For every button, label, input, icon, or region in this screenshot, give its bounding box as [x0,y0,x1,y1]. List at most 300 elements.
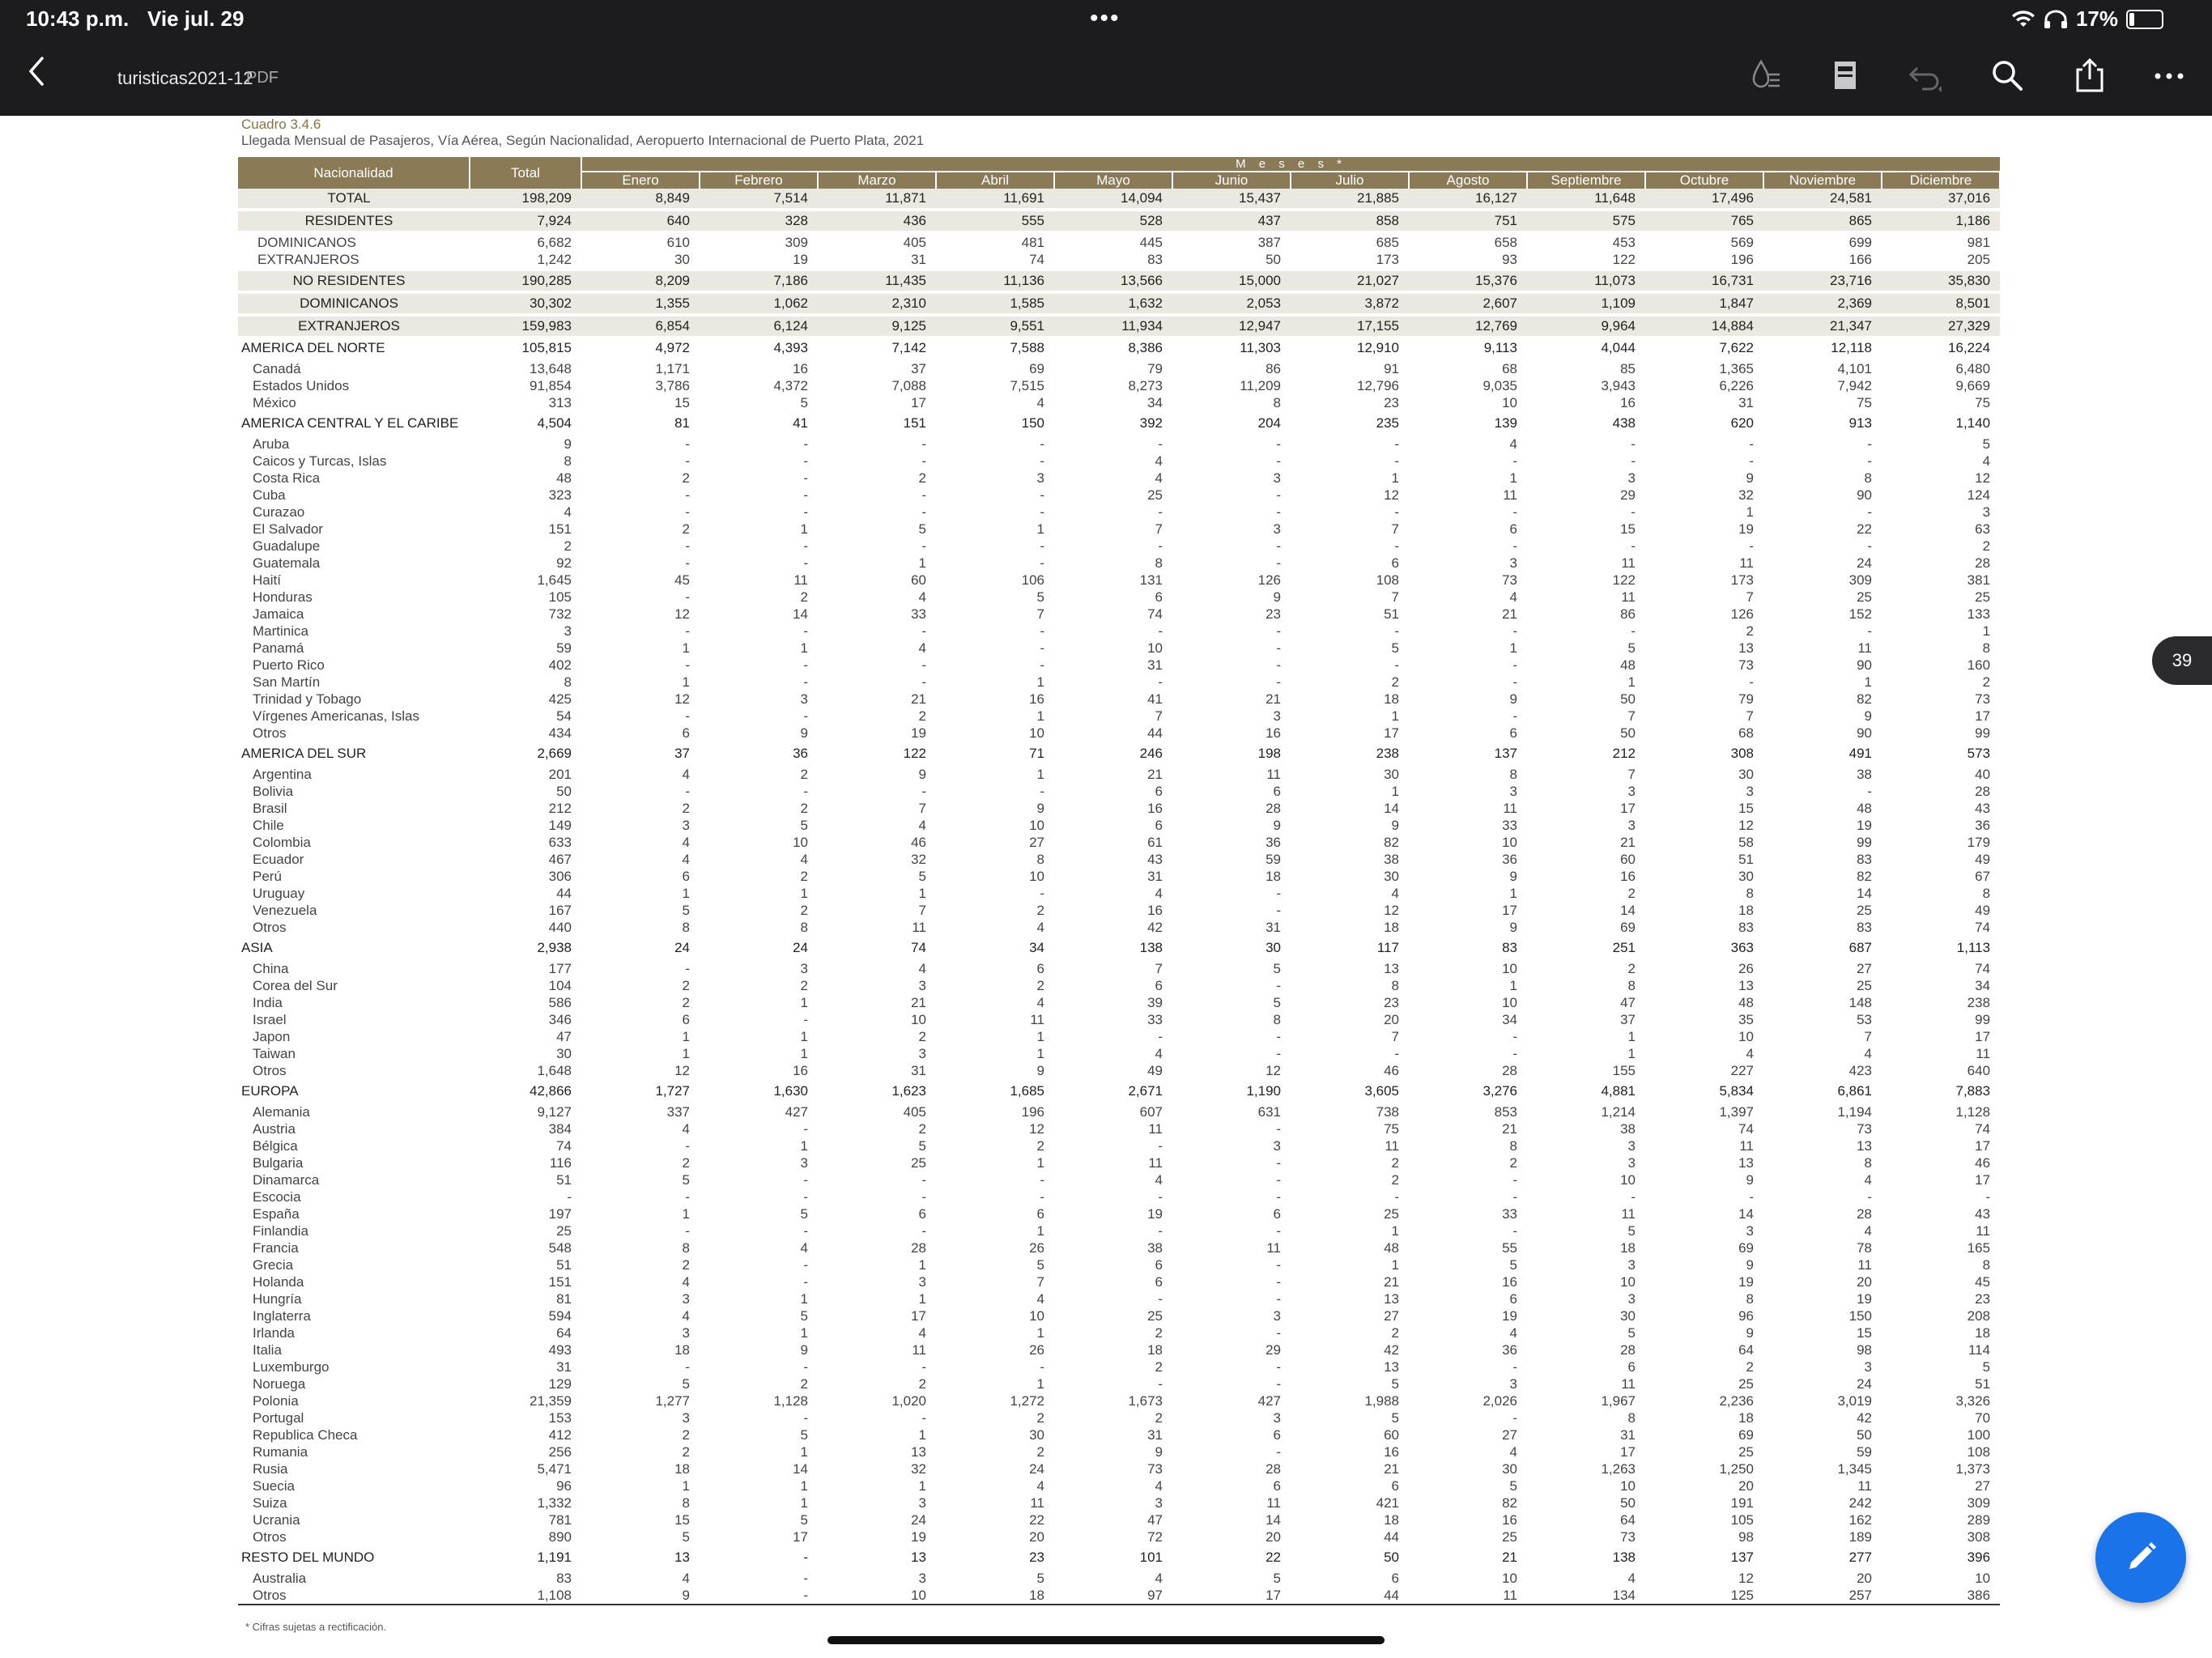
row-label: Venezuela [253,903,317,918]
table-cell: 1 [800,521,808,537]
row-label: DOMINICANOS [257,235,356,250]
table-cell: - [1394,453,1399,469]
table-cell: 434 [548,725,572,741]
table-cell: 386 [1882,1587,2000,1605]
table-cell: - [1512,453,1517,469]
table-cell: 381 [1967,572,1991,588]
table-row [238,817,2000,834]
table-cell: 18 [674,1461,690,1477]
table-cell: 2,669 [537,746,572,761]
table-cell: 11,435 [818,271,936,291]
table-cell: 13 [911,1444,926,1460]
table-cell: 1 [918,1478,926,1494]
table-cell: - [685,623,690,639]
table-cell: 3 [1273,521,1281,537]
table-cell: 12 [1029,1121,1044,1137]
table-cell: 13 [1384,961,1399,976]
table-cell: 1,585 [936,294,1054,313]
table-cell: 21,885 [1291,189,1409,208]
table-cell: - [1276,1155,1281,1171]
table-cell: 21 [1266,691,1281,707]
table-cell: 16 [1384,1444,1399,1460]
table-cell: - [803,1571,808,1586]
table-cell: 3 [1982,504,1991,520]
table-cell: 1,365 [1719,361,1754,376]
table-cell: 1,214 [1601,1104,1636,1120]
table-cell: 7,088 [891,378,926,393]
fit-page-icon[interactable] [1827,57,1864,94]
table-cell: 70 [1975,1410,1991,1426]
table-cell: - [803,1550,808,1565]
table-cell: 5 [1273,1571,1281,1586]
table-cell: 73 [1147,1461,1163,1477]
table-cell: 14 [1738,1206,1754,1222]
table-cell: 25 [1147,487,1163,503]
row-label: RESTO DEL MUNDO [241,1550,375,1565]
table-cell: 54 [556,708,572,724]
header-nacionalidad: Nacionalidad [238,157,470,189]
table-cell: 2 [1036,1444,1044,1460]
row-label: Otros [238,1587,470,1605]
table-cell: 83 [556,1571,572,1586]
table-cell: 4 [1155,1046,1163,1061]
table-cell: 9 [1273,818,1281,833]
table-cell: 8 [1982,1257,1991,1273]
table-cell: 6 [1036,1206,1044,1222]
table-cell: 11 [1621,555,1636,571]
row-label: México [253,395,296,410]
table-row [238,1392,2000,1409]
table-cell: 3 [1627,1257,1636,1273]
table-cell: 8 [1864,1155,1872,1171]
table-cell: - [1276,1274,1281,1290]
markup-icon[interactable] [1747,57,1784,94]
headphones-icon [2044,10,2068,29]
summary-row [238,189,2000,208]
table-cell: - [1158,674,1163,690]
table-cell: 18 [1620,1240,1636,1256]
table-cell: 10 [1502,961,1517,976]
row-label: Luxemburgo [253,1359,330,1375]
table-cell: 82 [1857,691,1872,707]
table-row [238,1011,2000,1028]
table-cell: 1,108 [470,1587,581,1605]
table-cell: - [1158,504,1163,520]
table-row [238,783,2000,800]
table-cell: 1 [1509,640,1517,656]
table-cell: 555 [936,211,1054,231]
table-cell: - [685,1138,690,1154]
table-cell: 11 [1857,640,1872,656]
table-cell: 8,386 [1128,340,1163,355]
table-cell: 1 [1627,1029,1636,1044]
search-icon[interactable] [1989,57,2026,94]
table-cell: 17 [1975,708,1991,724]
region-row [238,742,2000,766]
table-cell: - [921,487,926,503]
table-row [238,1375,2000,1392]
table-cell: 97 [1054,1587,1172,1605]
row-label: Uruguay [253,886,305,901]
table-cell: 1 [918,886,926,901]
table-cell: 11,691 [936,189,1054,208]
table-cell: 4 [564,504,572,520]
table-cell: 3 [918,1495,926,1511]
table-cell: 61 [1147,835,1163,850]
table-cell: - [803,470,808,486]
table-cell: 3 [918,978,926,993]
table-cell: 1,685 [1010,1083,1044,1099]
table-cell: - [1158,1223,1163,1239]
table-cell: 68 [1502,361,1517,376]
table-cell: 7 [1746,589,1754,605]
table-cell: 18 [1384,920,1399,935]
table-cell: 3 [682,1325,690,1341]
summary-row [238,271,2000,291]
table-cell: 6 [1155,589,1163,605]
status-time: 10:43 p.m. [26,6,130,31]
table-cell: - [1276,555,1281,571]
multitasking-dots-icon[interactable]: ••• [1090,5,1121,32]
table-cell: 2 [682,801,690,816]
table-cell: 92 [556,555,572,571]
edit-fab-button[interactable] [2095,1512,2186,1603]
table-cell: 116 [549,1155,572,1171]
table-cell: 2 [682,1427,690,1443]
table-cell: 5 [1509,1478,1517,1494]
table-cell: 2 [1036,1410,1044,1426]
table-cell: 28 [911,1240,926,1256]
table-cell: 1 [1391,470,1399,486]
table-cell: 309 [785,235,808,250]
table-cell: 3 [800,691,808,707]
table-cell: 1 [800,1444,808,1460]
table-cell: 12 [674,606,690,622]
table-cell: 427 [785,1104,808,1120]
table-cell: 6 [682,1012,690,1027]
table-cell: 1,623 [891,1083,926,1099]
table-cell: 5 [682,1172,690,1188]
page-number-indicator[interactable]: 39 [2152,636,2212,685]
table-cell: 1 [800,1138,808,1154]
table-cell: 586 [548,995,572,1010]
table-cell: 2 [1982,674,1991,690]
table-cell: 2 [1155,1359,1163,1375]
table-row [238,657,2000,674]
table-cell: 21 [1147,767,1163,782]
table-cell: 9,035 [1482,378,1517,393]
table-row [238,1103,2000,1120]
table-cell: 83 [1857,920,1872,935]
row-label: Austria [253,1121,296,1137]
table-cell: 13 [911,1550,926,1565]
table-cell: 9 [564,436,572,452]
table-cell: - [1867,784,1872,799]
table-cell: - [685,657,690,673]
table-cell: 14 [1266,1512,1281,1528]
table-row [238,1570,2000,1587]
table-cell: - [685,436,690,452]
row-label: Holanda [253,1274,304,1290]
table-cell: 42,866 [530,1083,572,1099]
table-cell: - [700,1587,818,1605]
table-cell: 4 [1391,886,1399,901]
table-cell: - [685,453,690,469]
table-cell: 49 [1975,852,1991,867]
table-cell: 16 [1029,691,1044,707]
table-cell: 242 [1848,1495,1872,1511]
table-cell: 9 [1273,589,1281,605]
table-cell: 205 [1967,252,1991,267]
table-cell: 51 [556,1172,572,1188]
undo-icon[interactable] [1906,57,1943,94]
table-cell: - [1867,623,1872,639]
table-cell: 5 [1982,1359,1991,1375]
table-cell: 575 [1527,211,1645,231]
table-cell: 99 [1857,835,1872,850]
table-cell: 1 [800,1029,808,1044]
table-row [238,766,2000,783]
table-cell: 173 [1730,572,1754,588]
table-cell: - [803,1410,808,1426]
table-cell: 3,943 [1601,378,1636,393]
table-cell: 1 [1627,1046,1636,1061]
table-cell: - [1276,657,1281,673]
table-cell: 9,125 [818,317,936,336]
table-cell: 421 [1376,1495,1399,1511]
table-cell: 114 [1967,1342,1991,1358]
row-label: San Martín [253,674,321,690]
row-label: Costa Rica [253,470,321,486]
table-cell: 5 [800,1308,808,1324]
table-cell: 2 [1746,623,1754,639]
table-cell: 24 [1857,1376,1872,1392]
table-cell: 1 [1391,1257,1399,1273]
table-cell: 48 [1738,995,1754,1010]
table-cell: 7 [1627,767,1636,782]
table-cell: 3 [1864,1359,1872,1375]
row-label: Bulgaria [253,1155,304,1171]
row-label: Rusia [253,1461,288,1477]
table-cell: 47 [556,1029,572,1044]
table-cell: 4 [1155,1172,1163,1188]
table-cell: - [803,784,808,799]
table-cell: - [921,1410,926,1426]
table-cell: - [803,453,808,469]
table-row [238,538,2000,555]
table-cell: 405 [903,1104,926,1120]
table-cell: 24 [674,940,690,955]
table-cell: - [921,657,926,673]
table-cell: 1,140 [1955,415,1991,431]
table-cell: 126 [1257,572,1281,588]
table-cell: 8 [1982,640,1991,656]
table-cell: - [803,1223,808,1239]
home-indicator[interactable] [827,1636,1385,1644]
table-row [238,640,2000,657]
table-cell: 1 [1036,1046,1044,1061]
table-cell: 16 [1147,801,1163,816]
table-cell: 73 [1975,691,1991,707]
table-row [238,606,2000,623]
table-cell: 2 [1391,1155,1399,1171]
table-cell: 238 [1967,995,1991,1010]
table-cell: - [1394,504,1399,520]
row-label: Irlanda [253,1325,295,1341]
table-cell: - [1040,538,1044,554]
table-cell: 69 [1738,1427,1754,1443]
table-cell: 17 [911,1308,926,1324]
table-row [238,1426,2000,1443]
table-cell: - [1040,504,1044,520]
row-label: Otros [253,920,287,935]
table-cell: 13 [1857,1138,1872,1154]
summary-row [238,251,2000,268]
table-cell: 24 [1029,1461,1044,1477]
table-cell: 11 [912,920,926,935]
table-row [238,1324,2000,1341]
table-cell: 30 [556,1046,572,1061]
row-label: Vírgenes Americanas, Islas [253,708,419,724]
table-cell: 2 [918,708,926,724]
table-cell: 8,273 [1128,378,1163,393]
table-cell: 5,834 [1719,1083,1754,1099]
table-cell: 427 [1257,1393,1281,1409]
document-type-label: PDF [246,69,279,87]
row-label: Otros [253,725,287,741]
table-cell: 9 [1509,920,1517,935]
table-cell: 7 [1155,961,1163,976]
back-chevron-icon[interactable] [24,55,49,87]
table-cell: 9,669 [1955,378,1991,393]
table-cell: 36 [793,746,808,761]
table-cell: 1,673 [1128,1393,1163,1409]
table-cell: 74 [1975,961,1991,976]
table-cell: 36 [1266,835,1281,850]
header-month: Agosto [1409,172,1527,189]
table-cell: - [1276,1359,1281,1375]
table-cell: 177 [548,961,572,976]
table-cell: 10 [1502,835,1517,850]
row-label: Grecia [253,1257,294,1273]
table-cell: 11,073 [1527,271,1645,291]
table-cell: 151 [548,521,572,537]
table-cell: 6 [1155,784,1163,799]
row-label: Guatemala [253,555,321,571]
table-cell: 31 [1147,869,1163,884]
table-cell: 82 [1502,1495,1517,1511]
table-cell: 124 [1967,487,1991,503]
table-cell: - [921,504,926,520]
more-options-icon[interactable] [2150,57,2188,94]
table-cell: - [1394,1046,1399,1061]
row-label: TOTAL [238,189,470,208]
table-cell: 2 [682,978,690,993]
row-label: Corea del Sur [253,978,338,993]
table-cell: 34 [1147,395,1163,410]
table-cell: 15 [674,1512,690,1528]
table-cell: 38 [1857,767,1872,782]
table-cell: 4 [1036,995,1044,1010]
row-label: Suiza [253,1495,287,1511]
table-cell: 23 [1029,1550,1044,1565]
table-cell: 3 [800,1155,808,1171]
table-cell: 4 [918,640,926,656]
header-month: Marzo [818,172,936,189]
table-row [238,504,2000,521]
share-icon[interactable] [2071,57,2108,94]
table-cell: - [1276,640,1281,656]
table-cell: 25 [1147,1308,1163,1324]
table-cell: 11,209 [1240,378,1281,393]
table-cell: - [1512,504,1517,520]
table-cell: 28 [1266,1461,1281,1477]
table-cell: 2 [1036,903,1044,918]
row-label: Suecia [253,1478,295,1494]
table-cell: 74 [1147,606,1163,622]
table-cell: 30 [1384,767,1399,782]
table-cell: 165 [1967,1240,1991,1256]
table-cell: 179 [1967,835,1991,850]
table-cell: 251 [1612,940,1636,955]
table-cell: 1,128 [1955,1104,1991,1120]
table-cell: 104 [548,978,572,993]
table-row [238,1028,2000,1045]
table-cell: 1,397 [1719,1104,1754,1120]
table-row [238,885,2000,902]
table-cell: 13 [1738,1155,1754,1171]
table-cell: - [685,708,690,724]
table-cell: 74 [1029,252,1044,267]
row-label: Ucrania [253,1512,300,1528]
table-cell: - [1276,1257,1281,1273]
table-cell: - [1158,1189,1163,1205]
table-cell: - [1276,1029,1281,1044]
table-cell: 19 [1147,1206,1163,1222]
table-cell: 41 [1147,691,1163,707]
table-cell: 125 [1645,1587,1763,1605]
table-cell: 1 [800,995,808,1010]
table-cell: 64 [556,1325,572,1341]
table-cell: 17 [1502,903,1517,918]
table-cell: 1,062 [700,294,818,313]
table-cell: 167 [548,903,572,918]
table-cell: - [1394,623,1399,639]
table-cell: 3 [1627,784,1636,799]
table-cell: 28 [1266,801,1281,816]
table-cell: 732 [548,606,572,622]
table-cell: 15,000 [1172,271,1291,291]
table-cell: - [921,436,926,452]
table-cell: 45 [674,572,690,588]
table-cell: 12 [1738,1571,1754,1586]
document-title: turisticas2021-12 [117,68,253,88]
table-cell: 1 [682,674,690,690]
table-cell: 67 [1975,869,1991,884]
table-cell: 31 [556,1359,572,1375]
region-row [238,1079,2000,1103]
table-cell: 17 [1384,725,1399,741]
table-cell: 467 [548,852,572,867]
table-cell: - [1631,538,1636,554]
table-cell: 85 [1620,361,1636,376]
table-cell: 9 [800,725,808,741]
table-cell: - [1040,784,1044,799]
row-label: Japon [253,1029,291,1044]
table-cell: 46 [911,835,926,850]
header-month: Diciembre [1882,172,2000,189]
table-cell: 12,910 [1357,340,1399,355]
